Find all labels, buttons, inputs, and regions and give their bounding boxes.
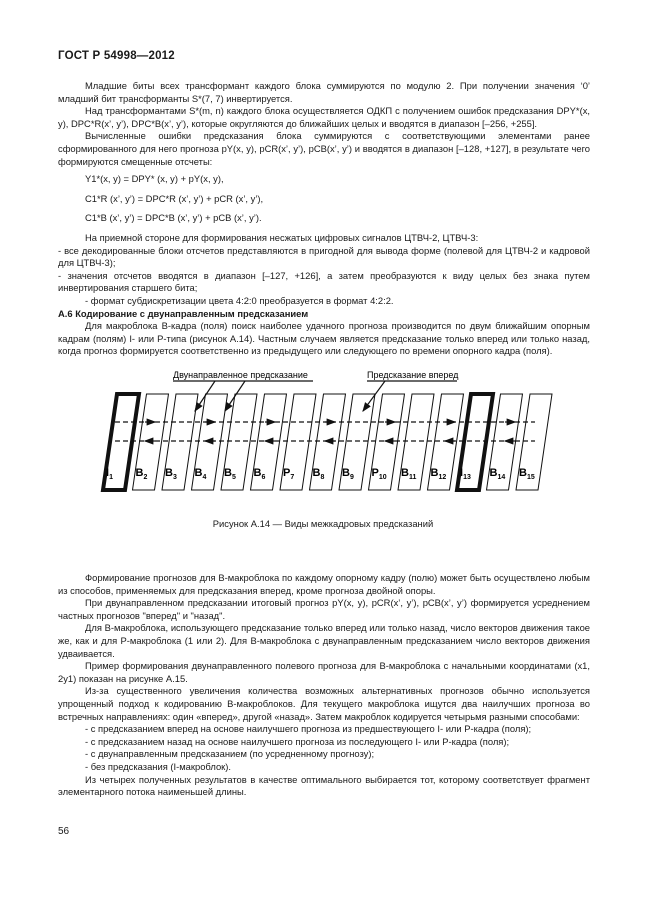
frame-p7: [280, 394, 316, 490]
frame-label: $B_{11}$: [401, 467, 417, 481]
page-number: 56: [58, 826, 70, 837]
figure-a14: [95, 366, 555, 506]
frame-label: $B_3$: [165, 467, 177, 481]
frame-label: $B_9$: [342, 467, 354, 481]
paragraph: На приемной стороне для формирования несжатых цифровых сигналов ЦТВЧ-2, ЦТВЧ-3:: [85, 231, 479, 243]
paragraph: Для B-макроблока, использующего предсказание только вперед или только назад, число векторов движения такое же, как и для P-макроблока (1 или 2). Для B-макроблока с двунаправленным предсказанием число векторов движения удваивается.: [58, 622, 590, 659]
frame-label: $B_6$: [253, 467, 266, 481]
text-section-top: [58, 80, 590, 358]
paragraph: При двунаправленном предсказании итоговый прогноз pY(x, y), pCR(x’, y’), pCB(x’, y’) формируется усреднением частных прогнозов "вперед" и "назад".: [58, 597, 590, 621]
frame-label: $B_8$: [312, 467, 325, 481]
frame-label: $P_7$: [283, 467, 295, 481]
frame-label: $B_2$: [135, 467, 148, 481]
section-heading: А.6 Кодирование с двунаправленным предсказанием: [58, 307, 309, 319]
list-item: - с двунаправленным предсказанием (по усредненному прогнозу);: [85, 748, 375, 760]
list-item: - с предсказанием вперед на основе наилучшего прогноза из предшествующего I- или P-кадра (поля);: [85, 723, 532, 735]
figure-caption: Рисунок А.14 — Виды межкадровых предсказаний: [212, 518, 434, 529]
text-section-bottom: [58, 572, 590, 799]
frame-sequence-diagram: [95, 366, 555, 506]
list-item: - значения отсчетов вводятся в диапазон [–127, +126], а затем преобразуются к виду целых без знака путем инвертирования старшего бита;: [58, 269, 590, 294]
frame-i13: [457, 394, 493, 490]
frame-label: $B_5$: [224, 467, 236, 481]
frame-b9: [339, 394, 375, 490]
frame-label: $P_{10}$: [371, 467, 387, 481]
frame-b3: [162, 394, 198, 490]
paragraph: Пример формирования двунаправленного полевого прогноза для B-макроблока с начальными координатами (x1, 2y1) показан на рисунке А.15.: [58, 660, 590, 684]
frame-b6: [251, 394, 287, 490]
frame-label: $I_1$: [106, 467, 113, 481]
list-item: - с предсказанием назад на основе наилучшего прогноза из последующего I- или P-кадра (поля);: [85, 735, 510, 747]
frame-b8: [310, 394, 346, 490]
frame-b15: [516, 394, 552, 490]
frame-label: $B_{12}$: [430, 467, 447, 481]
document-header: ГОСТ Р 54998—2012: [58, 50, 175, 62]
list-item: - без предсказания (I-макроблок).: [85, 760, 231, 772]
frame-label: $I_{13}$: [460, 467, 471, 481]
formula-cr: C1*R (x’, y’) = DPC*R (x’, y’) + pCR (x’, y’),: [85, 192, 264, 204]
list-item: - все декодированные блоки отсчетов представляются в пригодной для вывода форме (полевой для ЦТВЧ-2 и кадровой для ЦТВЧ-3);: [58, 244, 590, 269]
list-item: - формат субдискретизации цвета 4:2:0 преобразуется в формат 4:2:2.: [85, 294, 394, 306]
frame-label: $B_4$: [194, 467, 207, 481]
paragraph: Младшие биты всех трансформант каждого блока суммируются по модулю 2. При получении значения ‘0’ младший бит трансформанты S*(7, 7) инвертируется.: [58, 80, 590, 104]
paragraph: Из четырех полученных результатов в качестве оптимального выбирается тот, которому соответствует фрагмент элементарного потока наименьшей длины.: [58, 773, 590, 798]
frame-i1: [103, 394, 139, 490]
paragraph: Для макроблока B-кадра (поля) поиск наиболее удачного прогноза производится по двум ближайшим опорным кадрам (полям) I- или P-типа (рисунок А.14). Частным случаем является предсказание только вперед или только назад, когда прогноз формируется соответственно из предыдущего или следующего по времени опорного кадра (поля).: [58, 320, 590, 357]
formula-y: Y1*(x, y) = DPY* (x, y) + pY(x, y),: [85, 173, 224, 185]
formula-cb: C1*B (x’, y’) = DPC*B (x’, y’) + pCB (x’, y’).: [85, 212, 262, 224]
frame-label: $B_{14}$: [489, 467, 506, 481]
paragraph: Формирование прогнозов для B-макроблока по каждому опорному кадру (полю) может быть осуществлено любым из способов, применяемых для предсказания вперед, кроме прогноза двойной опоры.: [58, 572, 590, 596]
paragraph: Вычисленные ошибки предсказания блока суммируются с соответствующими элементами ранее сформированного для него прогноза pY(x, y), pCR(x’, y’), pCB(x’, y’) и вводятся в диапазон [–128, +127], в результате чего формируются смещенные отсчеты:: [58, 130, 590, 167]
frame-label: $B_{15}$: [519, 467, 535, 481]
frame-p10: [369, 394, 405, 490]
frame-b11: [398, 394, 434, 490]
label-forward-prediction: Предсказание вперед: [367, 370, 459, 380]
label-bidirectional-prediction: Двунаправленное предсказание: [173, 370, 308, 380]
paragraph: Из-за существенного увеличения количества возможных альтернативных прогнозов обычно используется упрощенный подход к кодированию B-макроблоков. Для текущего макроблока ищутся два наилучших прогноза во встречных направлениях: один «вперед», другой «назад». Затем макроблок кодируется четырьмя разными способами:: [58, 685, 590, 722]
paragraph: Над трансформантами S*(m, n) каждого блока осуществляется ОДКП с получением ошибок предсказания DPY*(x, y), DPC*R(x’, y’), DPC*B(x’, y’), которые округляются до ближайших целых и вводятся в диапазон [–256, +255].: [58, 105, 590, 129]
